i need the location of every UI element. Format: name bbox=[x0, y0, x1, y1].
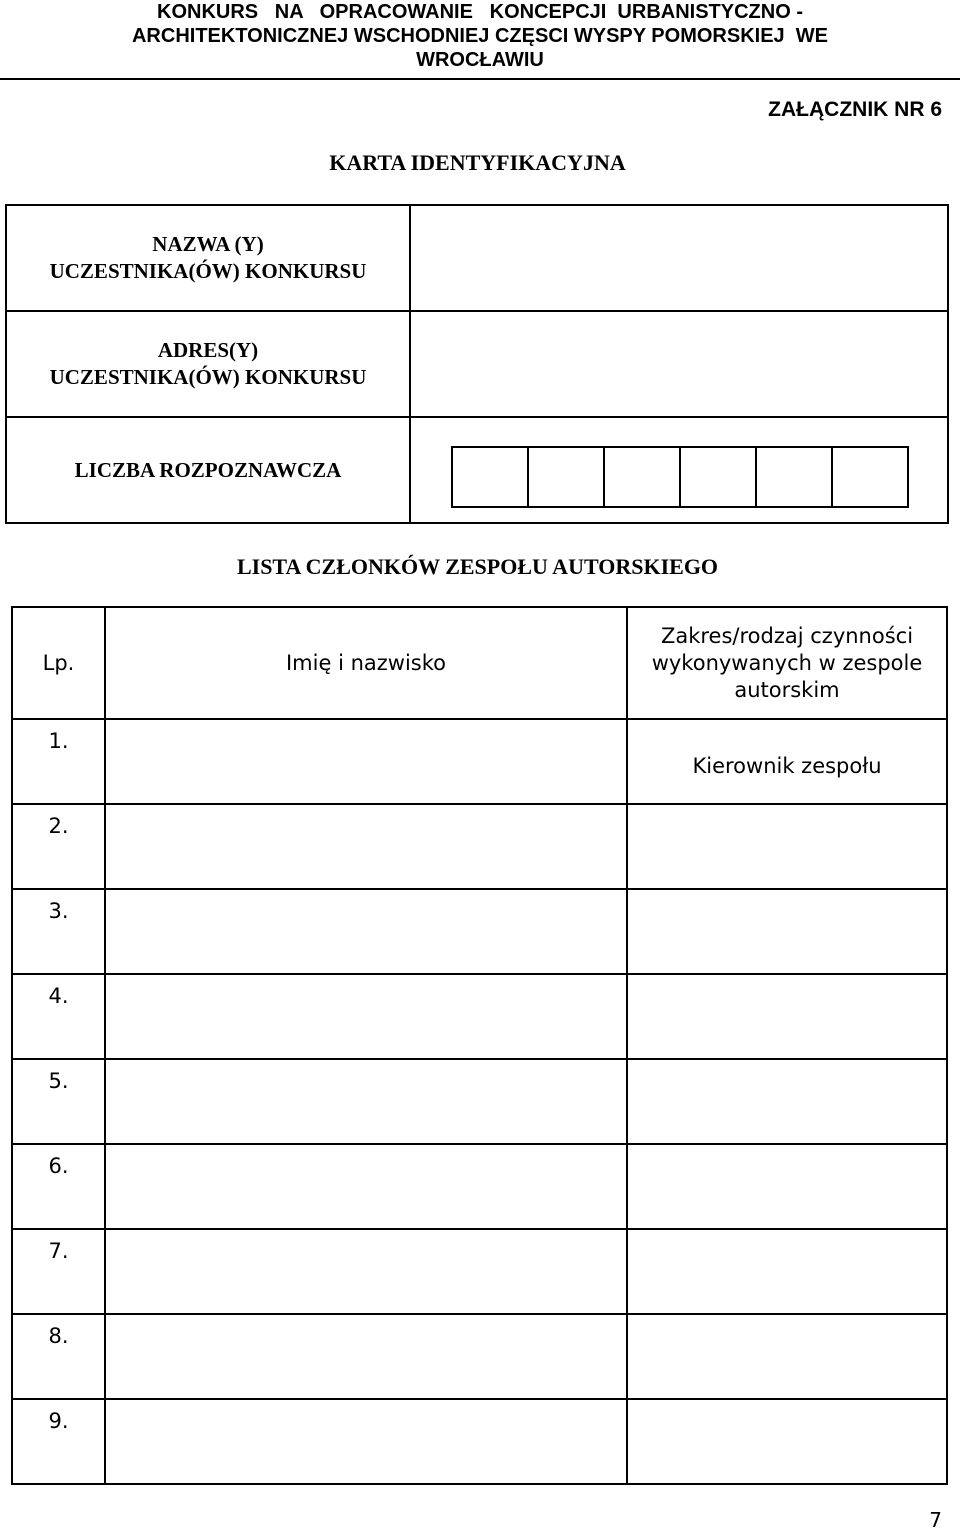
header-lp: Lp. bbox=[12, 607, 105, 719]
table-row bbox=[12, 804, 947, 889]
row-number: 5. bbox=[12, 1059, 105, 1144]
participant-name-field[interactable] bbox=[410, 205, 948, 311]
table-row bbox=[12, 1229, 947, 1314]
member-name-field[interactable] bbox=[105, 719, 627, 804]
page-number: 7 bbox=[929, 1508, 942, 1532]
row-number: 9. bbox=[12, 1399, 105, 1484]
member-role-field[interactable] bbox=[627, 1229, 947, 1314]
member-role-field[interactable] bbox=[627, 974, 947, 1059]
member-name-field[interactable] bbox=[105, 1059, 627, 1144]
members-table bbox=[11, 606, 948, 1485]
member-role-field[interactable] bbox=[627, 889, 947, 974]
member-name-field[interactable] bbox=[105, 1144, 627, 1229]
header-name: Imię i nazwisko bbox=[105, 607, 627, 719]
row-number: 6. bbox=[12, 1144, 105, 1229]
row-number: 2. bbox=[12, 804, 105, 889]
digit-box-6[interactable] bbox=[833, 448, 909, 506]
member-role-field[interactable]: Kierownik zespołu bbox=[627, 719, 947, 804]
table-row bbox=[12, 1399, 947, 1484]
table-row bbox=[12, 1059, 947, 1144]
member-role-field[interactable] bbox=[627, 1059, 947, 1144]
table-row bbox=[12, 719, 947, 804]
participant-name-label: NAZWA (Y) UCZESTNIKA(ÓW) KONKURSU bbox=[6, 205, 410, 311]
member-name-field[interactable] bbox=[105, 1399, 627, 1484]
member-name-field[interactable] bbox=[105, 974, 627, 1059]
card-title: KARTA IDENTYFIKACYJNA bbox=[329, 150, 626, 175]
table-row bbox=[12, 889, 947, 974]
member-name-field[interactable] bbox=[105, 1229, 627, 1314]
participant-address-field[interactable] bbox=[410, 311, 948, 417]
row-number: 3. bbox=[12, 889, 105, 974]
member-role-field[interactable] bbox=[627, 1314, 947, 1399]
document-header bbox=[0, 0, 960, 72]
row-number: 8. bbox=[12, 1314, 105, 1399]
header-line-1: KONKURS NA OPRACOWANIE KONCEPCJI URBANISTYCZNO - bbox=[157, 1, 803, 23]
members-list-title: LISTA CZŁONKÓW ZESPOŁU AUTORSKIEGO bbox=[236, 554, 719, 579]
table-row bbox=[12, 1144, 947, 1229]
member-role-field[interactable] bbox=[627, 804, 947, 889]
participant-address-label: ADRES(Y) UCZESTNIKA(ÓW) KONKURSU bbox=[6, 311, 410, 417]
row-number: 7. bbox=[12, 1229, 105, 1314]
row-number: 1. bbox=[12, 719, 105, 804]
members-table-header bbox=[12, 607, 947, 719]
digit-box-3[interactable] bbox=[605, 448, 681, 506]
digit-box-2[interactable] bbox=[529, 448, 605, 506]
header-line-2: ARCHITEKTONICZNEJ WSCHODNIEJ CZĘSCI WYSPY POMORSKIEJ WE bbox=[131, 25, 828, 47]
header-role: Zakres/rodzaj czynności wykonywanych w zespole autorskim bbox=[627, 607, 947, 719]
member-role-field[interactable] bbox=[627, 1399, 947, 1484]
member-name-field[interactable] bbox=[105, 1314, 627, 1399]
header-divider bbox=[0, 78, 960, 80]
identification-number-boxes bbox=[451, 446, 909, 508]
header-line-3: WROCŁAWIU bbox=[416, 49, 544, 71]
table-row bbox=[12, 974, 947, 1059]
identification-number-label: LICZBA ROZPOZNAWCZA bbox=[6, 417, 410, 523]
digit-box-5[interactable] bbox=[757, 448, 833, 506]
annex-label: ZAŁĄCZNIK NR 6 bbox=[768, 98, 942, 121]
table-row bbox=[12, 1314, 947, 1399]
digit-box-4[interactable] bbox=[681, 448, 757, 506]
member-role-field[interactable] bbox=[627, 1144, 947, 1229]
member-name-field[interactable] bbox=[105, 889, 627, 974]
digit-box-1[interactable] bbox=[453, 448, 529, 506]
member-name-field[interactable] bbox=[105, 804, 627, 889]
row-number: 4. bbox=[12, 974, 105, 1059]
